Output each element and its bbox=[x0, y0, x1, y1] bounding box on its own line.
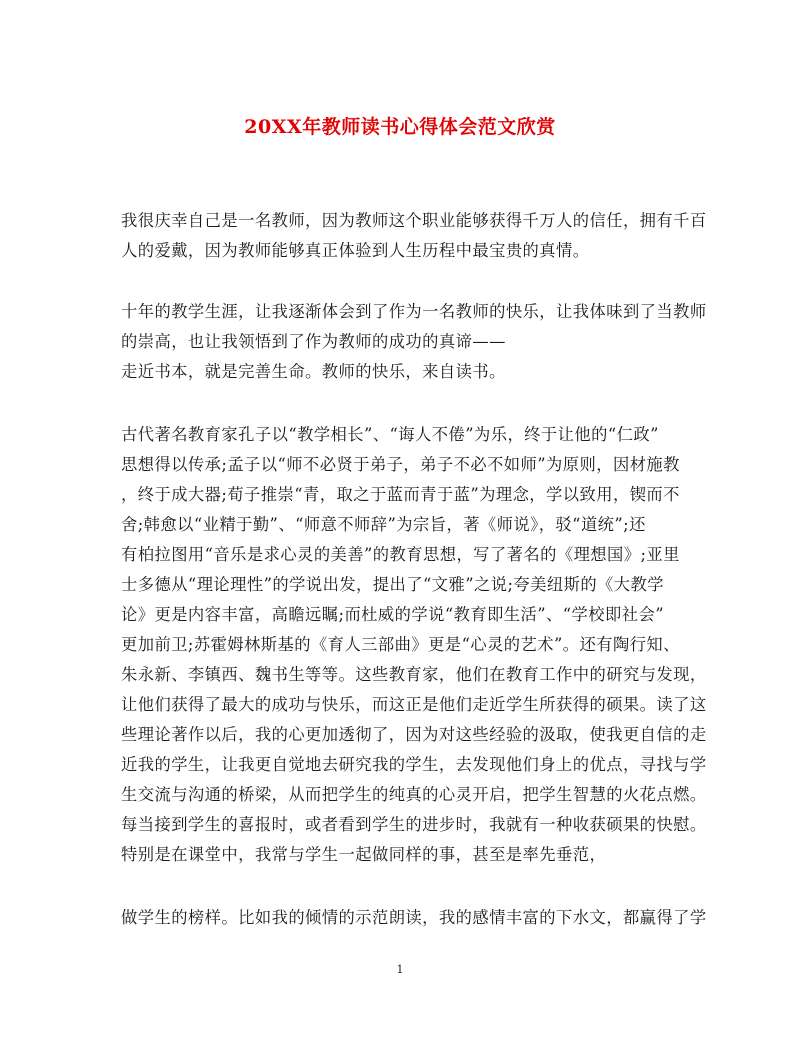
paragraph-2-line-2: 的崇高，也让我领悟到了作为教师的成功的真谛—— bbox=[121, 332, 506, 351]
paragraph-4-line-1: 做学生的榜样。比如我的倾情的示范朗读，我的感情丰富的下水文，都赢得了学 bbox=[121, 908, 707, 927]
paragraph-3-line-1: 古代著名教育家孔子以“教学相长”、“诲人不倦”为乐，终于让他的“仁政” bbox=[121, 425, 659, 444]
paragraph-1-line-1: 我很庆幸自己是一名教师，因为教师这个职业能够获得千万人的信任，拥有千百 bbox=[121, 211, 707, 230]
paragraph-3-line-13: 生交流与沟通的桥梁，从而把学生的纯真的心灵开启，把学生智慧的火花点燃。 bbox=[121, 785, 707, 804]
paragraph-3-line-7: 论》更是内容丰富，高瞻远瞩;而杜威的学说“教育即生活”、“学校即社会” bbox=[121, 605, 664, 624]
paragraph-2-line-3: 走近书本，就是完善生命。教师的快乐，来自读书。 bbox=[121, 362, 506, 381]
paragraph-3-line-4: 舍;韩愈以“业精于勤”、“师意不师辞”为宗旨，著《师说》，驳“道统”;还 bbox=[121, 515, 646, 534]
document-title: 20XX年教师读书心得体会范文欣赏 bbox=[244, 116, 556, 138]
paragraph-3-line-2: 思想得以传承;孟子以“师不必贤于弟子，弟子不必不如师”为原则，因材施教 bbox=[121, 455, 680, 474]
paragraph-2-line-1: 十年的教学生涯，让我逐渐体会到了作为一名教师的快乐，让我体味到了当教师 bbox=[121, 302, 707, 321]
paragraph-3-line-10: 让他们获得了最大的成功与快乐，而这正是他们走近学生所获得的硕果。读了这 bbox=[121, 695, 707, 714]
paragraph-3-line-15: 特别是在课堂中，我常与学生一起做同样的事，甚至是率先垂范， bbox=[121, 845, 607, 864]
paragraph-1-line-2: 人的爱戴，因为教师能够真正体验到人生历程中最宝贵的真情。 bbox=[121, 241, 590, 260]
page-number: 1 bbox=[396, 963, 404, 976]
paragraph-3-line-11: 些理论著作以后，我的心更加透彻了，因为对这些经验的汲取，使我更自信的走 bbox=[121, 725, 707, 744]
paragraph-3-line-14: 每当接到学生的喜报时，或者看到学生的进步时，我就有一种收获硕果的快慰。 bbox=[121, 815, 707, 834]
paragraph-3-line-3: ，终于成大器;荀子推崇“青，取之于蓝而青于蓝”为理念，学以致用，锲而不 bbox=[121, 485, 680, 504]
paragraph-3-line-5: 有柏拉图用“音乐是求心灵的美善”的教育思想，写了著名的《理想国》;亚里 bbox=[121, 545, 680, 564]
paragraph-3-line-9: 朱永新、李镇西、魏书生等等。这些教育家，他们在教育工作中的研究与发现， bbox=[121, 665, 707, 684]
paragraph-3-line-12: 近我的学生，让我更自觉地去研究我的学生，去发现他们身上的优点，寻找与学 bbox=[121, 755, 707, 774]
paragraph-3-line-6: 士多德从“理论理性”的学说出发，提出了“文雅”之说;夸美纽斯的《大教学 bbox=[121, 575, 664, 594]
paragraph-3-line-8: 更加前卫;苏霍姆林斯基的《育人三部曲》更是“心灵的艺术”。还有陶行知、 bbox=[121, 635, 680, 654]
